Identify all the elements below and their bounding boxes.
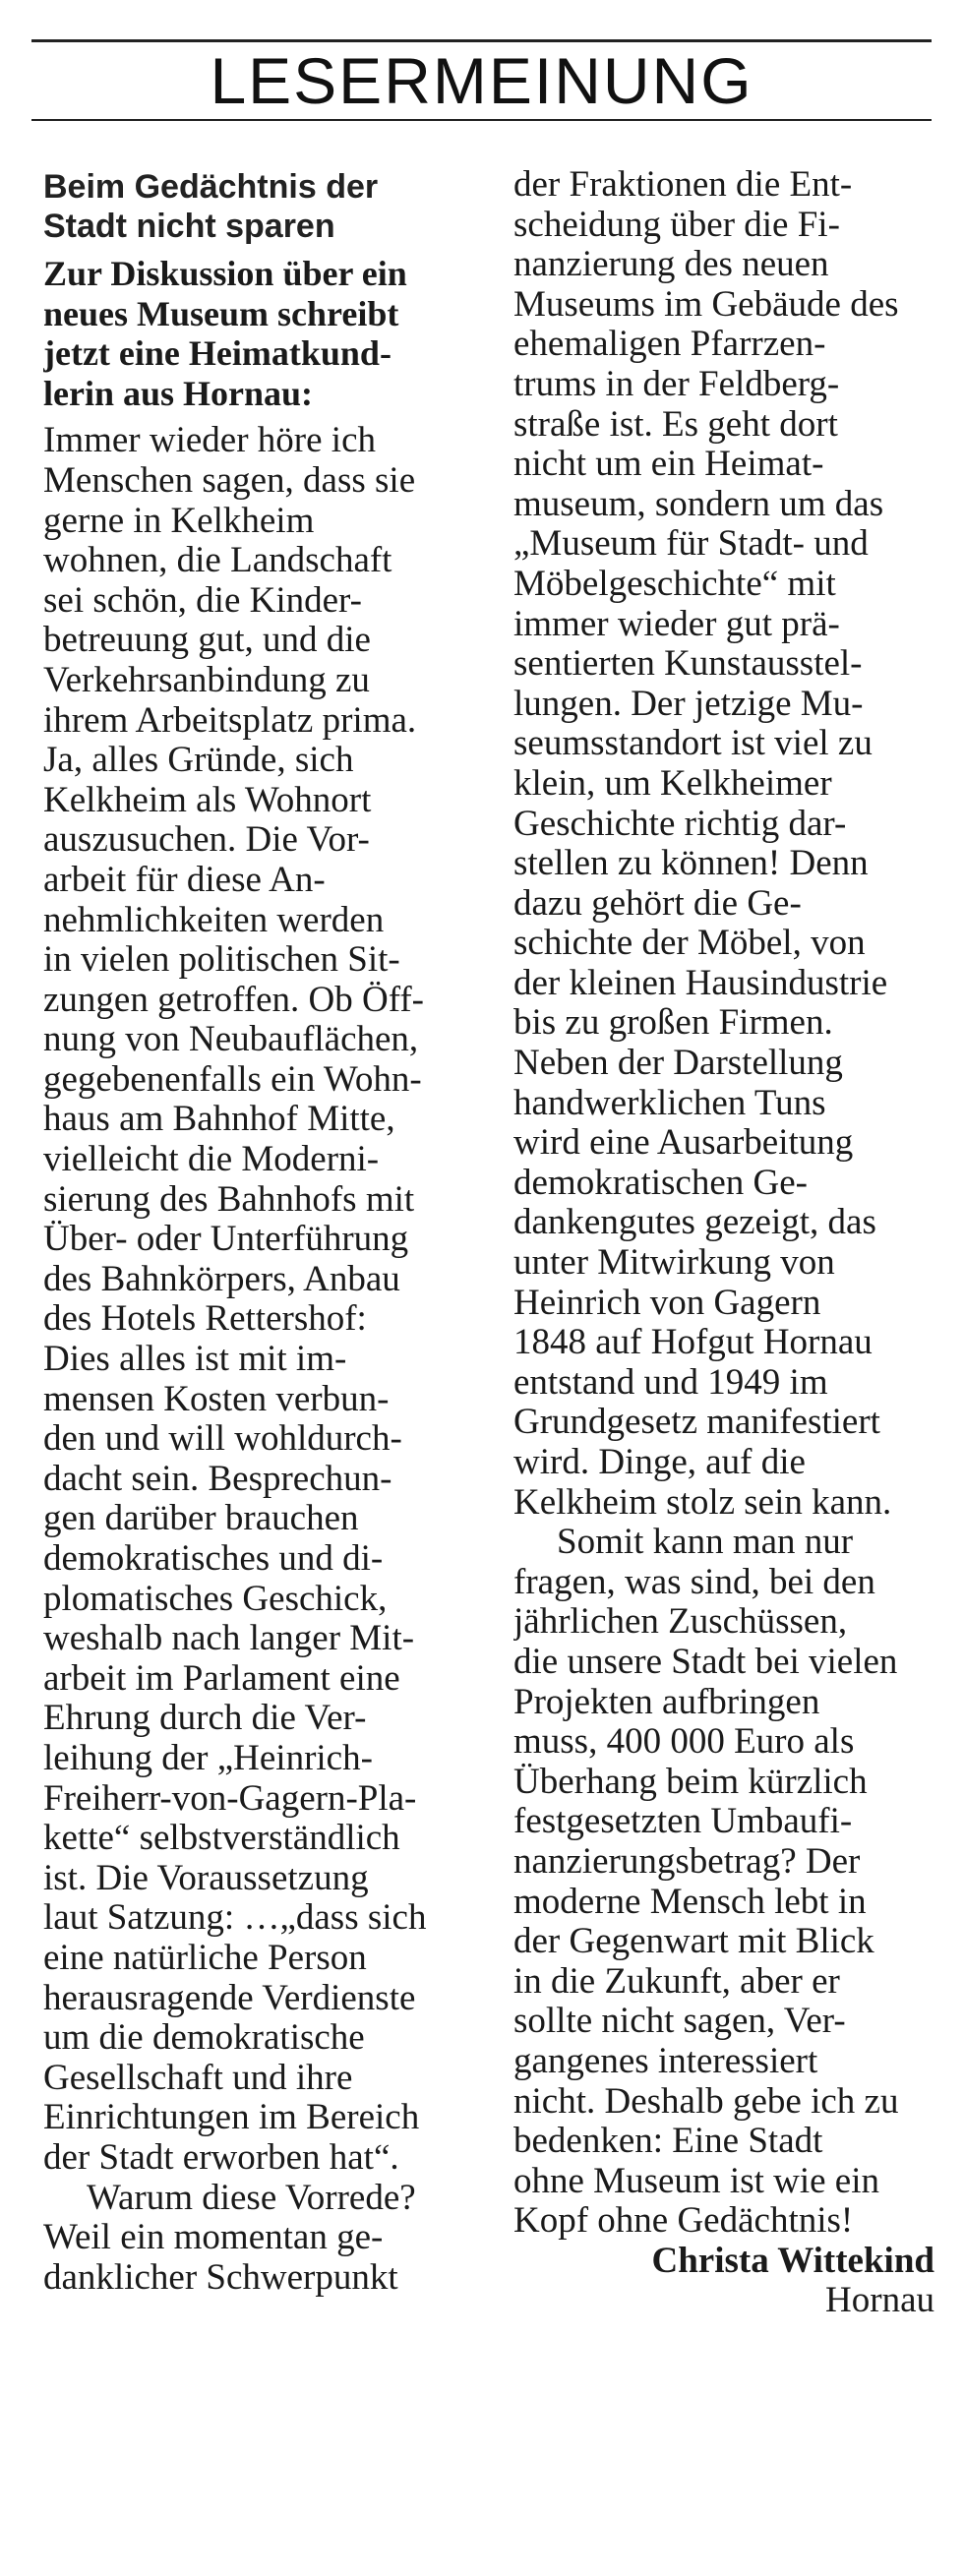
text-line: eine natürliche Person — [43, 1938, 367, 1978]
text-line: lerin aus Hornau: — [43, 373, 314, 413]
text-line: Ja, alles Gründe, sich — [43, 741, 354, 781]
text-line: schichte der Möbel, von — [513, 924, 866, 964]
text-line: Beim Gedächtnis der — [43, 168, 379, 206]
text-line: nanzierung des neuen — [513, 245, 829, 285]
text-line: der kleinen Hausindustrie — [513, 963, 888, 1003]
text-line: Ehrung durch die Ver- — [43, 1699, 367, 1739]
text-line: gerne in Kelkheim — [43, 501, 315, 541]
text-line: Kelkheim als Wohnort — [43, 780, 372, 820]
text-line: haus am Bahnhof Mitte, — [43, 1100, 395, 1140]
text-line: zungen getroffen. Ob Öff- — [43, 980, 425, 1020]
text-line: nung von Neubauflächen, — [43, 1020, 419, 1060]
text-line: Museums im Gebäude des — [513, 284, 899, 325]
text-line: wohnen, die Landschaft — [43, 541, 392, 581]
text-line: Somit kann man nur — [557, 1523, 854, 1563]
text-line: Kopf ohne Gedächtnis! — [513, 2201, 854, 2242]
article-column-left — [43, 165, 464, 2298]
text-line: jetzt eine Heimatkund- — [43, 333, 392, 374]
text-line: straße ist. Es geht dort — [513, 404, 838, 445]
text-line: Stadt nicht sparen — [43, 208, 335, 245]
text-line: Verkehrsanbindung zu — [43, 660, 370, 700]
text-line: in vielen politischen Sit- — [43, 940, 400, 981]
text-line: sierung des Bahnhofs mit — [43, 1179, 415, 1220]
text-line: Zur Diskussion über ein — [43, 254, 407, 293]
text-line: Einrichtungen im Bereich — [43, 2098, 420, 2138]
article-body-right — [513, 165, 934, 1523]
text-line: gegebenenfalls ein Wohn- — [43, 1059, 422, 1100]
text-line: nicht um ein Heimat- — [513, 445, 824, 485]
text-line: ist. Die Voraussetzung — [43, 1858, 369, 1898]
text-line: Projekten aufbringen — [513, 1682, 820, 1722]
text-line: „Museum für Stadt- und — [513, 524, 869, 565]
text-line: unter Mitwirkung von — [513, 1243, 835, 1284]
text-line: des Hotels Rettershof: — [43, 1299, 367, 1340]
text-line: arbeit im Parlament eine — [43, 1658, 400, 1699]
text-line: nanzierungsbetrag? Der — [513, 1841, 861, 1882]
text-line: klein, um Kelkheimer — [513, 763, 832, 804]
article-body-right-paragraph-2 — [513, 1523, 934, 2242]
text-line: moderne Mensch lebt in — [513, 1882, 867, 1922]
author-signature: Christa Wittekind — [651, 2240, 934, 2281]
text-line: der Gegenwart mit Blick — [513, 1922, 874, 1962]
article-column-right — [513, 165, 934, 2321]
text-line: dazu gehört die Ge- — [513, 883, 802, 924]
section-header — [31, 39, 932, 121]
article-body-left-paragraph-2 — [43, 2179, 464, 2299]
text-line: um die demokratische — [43, 2018, 365, 2059]
text-line: mensen Kosten verbun- — [43, 1379, 390, 1419]
text-line: lungen. Der jetzige Mu- — [513, 684, 864, 724]
text-line: dacht sein. Besprechun- — [43, 1459, 392, 1499]
text-line: Immer wieder höre ich — [43, 421, 376, 461]
text-line: 1848 auf Hofgut Hornau — [513, 1323, 873, 1363]
section-title: LESERMEINUNG — [210, 44, 753, 117]
text-line: entstand und 1949 im — [513, 1362, 828, 1403]
text-line: kette“ selbstverständlich — [43, 1819, 400, 1859]
author-place: Hornau — [825, 2280, 934, 2321]
text-line: leihung der „Heinrich- — [43, 1738, 373, 1778]
text-line: sollte nicht sagen, Ver- — [513, 2002, 846, 2042]
text-line: festgesetzten Umbaufi- — [513, 1802, 853, 1842]
text-line: Möbelgeschichte“ mit — [513, 564, 836, 604]
text-line: plomatisches Geschick, — [43, 1579, 388, 1619]
text-line: scheidung über die Fi- — [513, 205, 840, 245]
text-line: Freiherr-von-Gagern-Pla- — [43, 1778, 417, 1819]
text-line: weshalb nach langer Mit- — [43, 1619, 415, 1659]
article-headline — [43, 167, 464, 246]
text-line: die unsere Stadt bei vielen — [513, 1642, 898, 1682]
text-line: Heinrich von Gagern — [513, 1283, 821, 1323]
text-line: gangenes interessiert — [513, 2041, 818, 2081]
text-line: der Stadt erworben hat“. — [43, 2137, 399, 2178]
text-line: Überhang beim kürzlich — [513, 1762, 868, 1802]
text-line: arbeit für diese An- — [43, 860, 326, 900]
text-line: Warum diese Vorrede? — [87, 2178, 416, 2218]
article-body-left — [43, 421, 464, 2178]
text-line: sentierten Kunstausstel- — [513, 644, 863, 685]
text-line: betreuung gut, und die — [43, 621, 371, 661]
text-line: demokratisches und di- — [43, 1539, 384, 1579]
text-line: demokratischen Ge- — [513, 1163, 808, 1203]
text-line: Menschen sagen, dass sie — [43, 460, 416, 501]
text-line: bis zu großen Firmen. — [513, 1003, 833, 1044]
text-line: vielleicht die Moderni- — [43, 1140, 380, 1180]
text-line: ohne Museum ist wie ein — [513, 2161, 880, 2201]
text-line: seumsstandort ist viel zu — [513, 724, 873, 764]
text-line: ehemaligen Pfarrzen- — [513, 325, 826, 365]
text-line: Grundgesetz manifestiert — [513, 1403, 880, 1443]
text-line: in die Zukunft, aber er — [513, 1961, 840, 2002]
article-intro — [43, 254, 464, 413]
text-line: herausragende Verdienste — [43, 1978, 416, 2018]
text-line: Neben der Darstellung — [513, 1044, 843, 1084]
text-line: der Fraktionen die Ent- — [513, 165, 853, 205]
text-line: immer wieder gut prä- — [513, 604, 840, 644]
text-line: Dies alles ist mit im- — [43, 1340, 347, 1380]
text-line: museum, sondern um das — [513, 484, 884, 524]
text-line: stellen zu können! Denn — [513, 844, 869, 884]
text-line: Geschichte richtig dar- — [513, 804, 847, 844]
text-line: trums in der Feldberg- — [513, 364, 840, 404]
text-line: auszusuchen. Die Vor- — [43, 820, 370, 861]
text-line: muss, 400 000 Euro als — [513, 1722, 855, 1763]
text-line: wird eine Ausarbeitung — [513, 1123, 854, 1164]
text-line: wird. Dinge, auf die — [513, 1443, 806, 1482]
text-line: Über- oder Unterführung — [43, 1220, 409, 1260]
text-line: jährlichen Zuschüssen, — [513, 1602, 848, 1643]
text-line: ihrem Arbeitsplatz prima. — [43, 700, 417, 741]
text-line: fragen, was sind, bei den — [513, 1562, 875, 1602]
text-line: bedenken: Eine Stadt — [513, 2122, 823, 2162]
text-line: des Bahnkörpers, Anbau — [43, 1259, 400, 1299]
text-line: Weil ein momentan ge- — [43, 2218, 384, 2258]
text-line: Gesellschaft und ihre — [43, 2058, 353, 2098]
text-line: handwerklichen Tuns — [513, 1083, 826, 1123]
text-line: sei schön, die Kinder- — [43, 580, 362, 621]
text-line: gen darüber brauchen — [43, 1499, 359, 1539]
text-line: laut Satzung: …„dass sich — [43, 1898, 427, 1939]
text-line: den und will wohldurch- — [43, 1419, 402, 1460]
text-line: danklicher Schwerpunkt — [43, 2257, 398, 2298]
text-line: Kelkheim stolz sein kann. — [513, 1482, 892, 1523]
text-line: neues Museum schreibt — [43, 293, 399, 333]
text-line: dankengutes gezeigt, das — [513, 1203, 876, 1243]
text-line: nehmlichkeiten werden — [43, 900, 385, 940]
text-line: nicht. Deshalb gebe ich zu — [513, 2081, 899, 2122]
